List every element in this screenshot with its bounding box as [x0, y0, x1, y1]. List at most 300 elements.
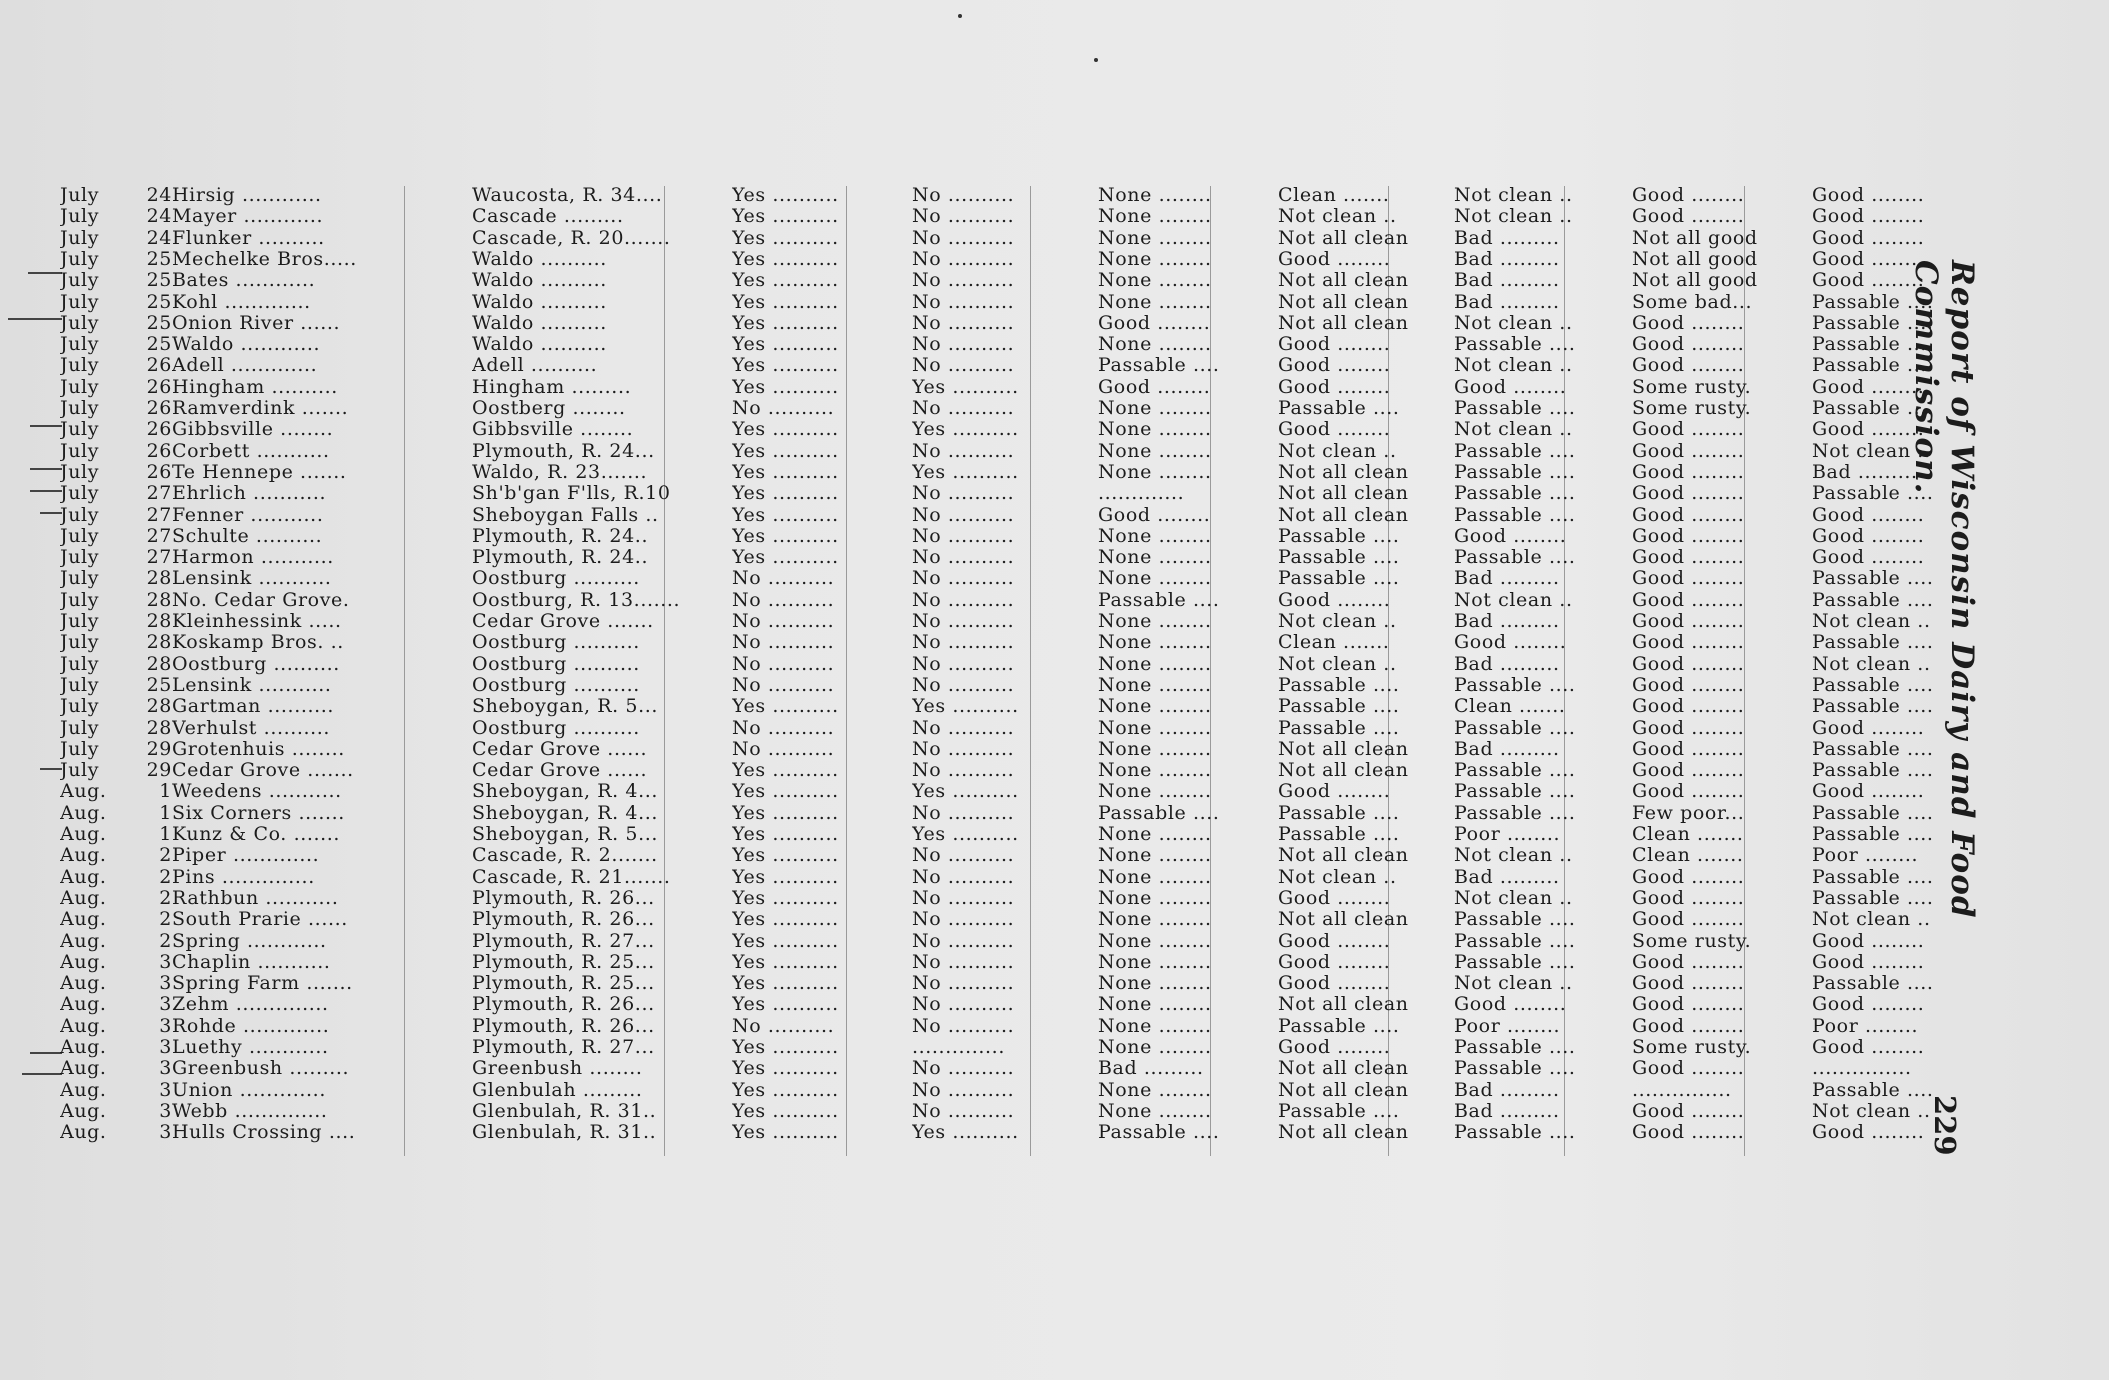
location-cell: Cedar Grove .......	[472, 610, 654, 632]
table-row	[60, 312, 1934, 334]
col-d-cell: Good ........	[1278, 376, 1391, 398]
day-cell: 26	[146, 376, 172, 398]
col-d-cell: Clean .......	[1278, 184, 1390, 206]
day-cell: 25	[146, 312, 172, 334]
location-cell: Gibbsville ........	[472, 418, 634, 440]
col-e-cell: Passable ....	[1454, 1121, 1576, 1143]
col-a-cell: Yes ..........	[732, 354, 839, 376]
col-d-cell: Not all clean	[1278, 1057, 1409, 1079]
col-c-cell: None ........	[1098, 291, 1212, 313]
col-c-cell: None ........	[1098, 695, 1212, 717]
col-e-cell: Good ........	[1454, 993, 1567, 1015]
station-name-cell: Spring Farm .......	[172, 972, 353, 994]
col-a-cell: Yes ..........	[732, 951, 839, 973]
col-e-cell: Poor ........	[1454, 823, 1561, 845]
month-cell: Aug.	[60, 887, 107, 909]
col-b-cell: No ..........	[912, 802, 1015, 824]
month-cell: Aug.	[60, 951, 107, 973]
col-g-cell: Passable ....	[1812, 972, 1934, 994]
col-b-cell: Yes ..........	[912, 1121, 1019, 1143]
margin-mark	[30, 490, 62, 492]
col-a-cell: Yes ..........	[732, 312, 839, 334]
col-f-cell: Good ........	[1632, 205, 1745, 227]
day-cell: 3	[159, 1079, 172, 1101]
col-b-cell: No ..........	[912, 759, 1015, 781]
col-f-cell: Good ........	[1632, 972, 1745, 994]
col-a-cell: No ..........	[732, 738, 835, 760]
col-e-cell: Bad .........	[1454, 653, 1560, 675]
col-e-cell: Bad .........	[1454, 567, 1560, 589]
col-d-cell: Not all clean	[1278, 908, 1409, 930]
month-cell: July	[60, 269, 100, 291]
col-e-cell: Passable ....	[1454, 951, 1576, 973]
col-e-cell: Passable ....	[1454, 717, 1576, 739]
col-a-cell: Yes ..........	[732, 482, 839, 504]
month-cell: Aug.	[60, 1015, 107, 1037]
col-g-cell: Good ........	[1812, 930, 1925, 952]
table-row	[60, 227, 1925, 249]
col-g-cell: Good ........	[1812, 504, 1925, 526]
month-cell: July	[60, 333, 100, 355]
col-a-cell: Yes ..........	[732, 546, 839, 568]
day-cell: 27	[146, 504, 172, 526]
col-d-cell: Not all clean	[1278, 482, 1409, 504]
col-f-cell: Good ........	[1632, 717, 1745, 739]
col-g-cell: Good ........	[1812, 184, 1925, 206]
month-cell: Aug.	[60, 802, 107, 824]
day-cell: 3	[159, 972, 172, 994]
day-cell: 24	[146, 205, 172, 227]
col-g-cell: Good ........	[1812, 525, 1925, 547]
col-b-cell: No ..........	[912, 333, 1015, 355]
station-name-cell: Waldo ............	[172, 333, 321, 355]
col-e-cell: Bad .........	[1454, 248, 1560, 270]
col-e-cell: Good ........	[1454, 525, 1567, 547]
station-name-cell: Rathbun ...........	[172, 887, 339, 909]
col-e-cell: Poor ........	[1454, 1015, 1561, 1037]
col-g-cell: Passable ....	[1812, 1079, 1934, 1101]
col-e-cell: Not clean ..	[1454, 418, 1573, 440]
station-name-cell: Hulls Crossing ....	[172, 1121, 356, 1143]
margin-mark	[30, 468, 62, 470]
table-row	[60, 354, 1934, 376]
location-cell: Plymouth, R. 26...	[472, 993, 655, 1015]
col-a-cell: Yes ..........	[732, 248, 839, 270]
table-row	[60, 610, 1931, 632]
col-c-cell: None ........	[1098, 972, 1212, 994]
day-cell: 25	[146, 333, 172, 355]
day-cell: 3	[159, 1036, 172, 1058]
day-cell: 3	[159, 1121, 172, 1143]
day-cell: 1	[159, 780, 172, 802]
col-c-cell: None ........	[1098, 951, 1212, 973]
col-g-cell: Not clean ..	[1812, 653, 1931, 675]
day-cell: 25	[146, 674, 172, 696]
location-cell: Waldo ..........	[472, 333, 607, 355]
day-cell: 3	[159, 951, 172, 973]
col-b-cell: No ..........	[912, 567, 1015, 589]
col-f-cell: Good ........	[1632, 993, 1745, 1015]
table-row	[60, 717, 1925, 739]
col-e-cell: Not clean ..	[1454, 887, 1573, 909]
col-g-cell: ...............	[1812, 1057, 1912, 1079]
col-d-cell: Passable ....	[1278, 1100, 1400, 1122]
location-cell: Sh'b'gan F'lls, R.10	[472, 482, 671, 504]
station-name-cell: Flunker ..........	[172, 227, 325, 249]
col-d-cell: Clean .......	[1278, 631, 1390, 653]
col-b-cell: No ..........	[912, 504, 1015, 526]
station-name-cell: Fenner ...........	[172, 504, 324, 526]
day-cell: 26	[146, 440, 172, 462]
col-c-cell: None ........	[1098, 780, 1212, 802]
col-b-cell: No ..........	[912, 291, 1015, 313]
month-cell: Aug.	[60, 866, 107, 888]
month-cell: Aug.	[60, 780, 107, 802]
location-cell: Oostburg ..........	[472, 717, 640, 739]
col-a-cell: Yes ..........	[732, 525, 839, 547]
col-a-cell: Yes ..........	[732, 1057, 839, 1079]
col-f-cell: Good ........	[1632, 1015, 1745, 1037]
col-d-cell: Not all clean	[1278, 504, 1409, 526]
month-cell: Aug.	[60, 908, 107, 930]
location-cell: Oostburg, R. 13.......	[472, 589, 681, 611]
col-d-cell: Not all clean	[1278, 993, 1409, 1015]
station-name-cell: Chaplin ...........	[172, 951, 331, 973]
col-g-cell: Poor ........	[1812, 1015, 1919, 1037]
station-name-cell: Ehrlich ...........	[172, 482, 327, 504]
day-cell: 28	[146, 695, 172, 717]
station-name-cell: Six Corners .......	[172, 802, 345, 824]
col-b-cell: No ..........	[912, 653, 1015, 675]
col-a-cell: Yes ..........	[732, 823, 839, 845]
month-cell: Aug.	[60, 1036, 107, 1058]
col-b-cell: No ..........	[912, 546, 1015, 568]
col-b-cell: Yes ..........	[912, 376, 1019, 398]
station-name-cell: Hirsig ............	[172, 184, 322, 206]
day-cell: 28	[146, 653, 172, 675]
col-f-cell: Good ........	[1632, 184, 1745, 206]
col-f-cell: Good ........	[1632, 333, 1745, 355]
col-g-cell: Passable ....	[1812, 312, 1934, 334]
location-cell: Cedar Grove ......	[472, 738, 648, 760]
col-g-cell: Passable ....	[1812, 397, 1934, 419]
col-d-cell: Passable ....	[1278, 525, 1400, 547]
table-row	[60, 993, 1925, 1015]
col-e-cell: Good ........	[1454, 376, 1567, 398]
col-a-cell: Yes ..........	[732, 866, 839, 888]
col-g-cell: Passable ....	[1812, 674, 1934, 696]
col-g-cell: Poor ........	[1812, 844, 1919, 866]
col-b-cell: No ..........	[912, 184, 1015, 206]
table-row	[60, 1015, 1920, 1036]
month-cell: Aug.	[60, 1079, 107, 1101]
col-d-cell: Passable ....	[1278, 397, 1400, 419]
col-c-cell: None ........	[1098, 397, 1212, 419]
col-b-cell: No ..........	[912, 866, 1015, 888]
location-cell: Sheboygan, R. 5...	[472, 695, 659, 717]
col-c-cell: None ........	[1098, 248, 1212, 270]
col-b-cell: No ..........	[912, 397, 1015, 419]
col-e-cell: Clean .......	[1454, 695, 1566, 717]
station-name-cell: Adell .............	[172, 354, 318, 376]
col-f-cell: Good ........	[1632, 1100, 1745, 1122]
col-g-cell: Good ........	[1812, 993, 1925, 1015]
col-f-cell: Some rusty.	[1632, 397, 1752, 419]
col-e-cell: Passable ....	[1454, 1036, 1576, 1058]
col-f-cell: Good ........	[1632, 312, 1745, 334]
day-cell: 27	[146, 482, 172, 504]
table-row	[60, 461, 1920, 482]
col-g-cell: Good ........	[1812, 780, 1925, 802]
station-name-cell: Onion River ......	[172, 312, 341, 334]
col-d-cell: Passable ....	[1278, 567, 1400, 589]
col-e-cell: Passable ....	[1454, 397, 1576, 419]
day-cell: 2	[159, 866, 172, 888]
table-row	[60, 440, 1931, 462]
dust-speck	[1094, 58, 1098, 62]
col-f-cell: Good ........	[1632, 1057, 1745, 1079]
table-row	[60, 567, 1934, 589]
station-name-cell: Lensink ...........	[172, 674, 332, 696]
station-name-cell: Gibbsville ........	[172, 418, 334, 440]
col-g-cell: Passable ....	[1812, 589, 1934, 611]
location-cell: Sheboygan, R. 4...	[472, 780, 659, 802]
col-c-cell: None ........	[1098, 1100, 1212, 1122]
col-g-cell: Passable ....	[1812, 823, 1934, 845]
day-cell: 28	[146, 717, 172, 739]
location-cell: Waucosta, R. 34....	[472, 184, 663, 206]
station-name-cell: Oostburg ..........	[172, 653, 340, 675]
month-cell: July	[60, 461, 100, 483]
col-c-cell: None ........	[1098, 184, 1212, 206]
table-row	[60, 546, 1925, 568]
location-cell: Oostburg ..........	[472, 674, 640, 696]
col-a-cell: Yes ..........	[732, 930, 839, 952]
col-a-cell: Yes ..........	[732, 844, 839, 866]
station-name-cell: Koskamp Bros. ..	[172, 631, 344, 653]
col-a-cell: No ..........	[732, 674, 835, 696]
location-cell: Cascade, R. 2.......	[472, 844, 658, 866]
col-d-cell: Good ........	[1278, 887, 1391, 909]
location-cell: Plymouth, R. 26...	[472, 887, 655, 909]
col-a-cell: Yes ..........	[732, 205, 839, 227]
month-cell: July	[60, 738, 100, 760]
col-a-cell: Yes ..........	[732, 759, 839, 781]
col-b-cell: No ..........	[912, 908, 1015, 930]
station-name-cell: Bates ............	[172, 269, 316, 291]
col-c-cell: None ........	[1098, 759, 1212, 781]
day-cell: 28	[146, 610, 172, 632]
col-f-cell: Good ........	[1632, 567, 1745, 589]
station-name-cell: Kohl .............	[172, 291, 311, 313]
station-name-cell: Grotenhuis ........	[172, 738, 345, 760]
col-c-cell: Bad .........	[1098, 1057, 1204, 1079]
col-g-cell: Good ........	[1812, 1121, 1925, 1143]
col-b-cell: ..............	[912, 1036, 1005, 1058]
station-name-cell: Webb ..............	[172, 1100, 328, 1122]
col-e-cell: Not clean ..	[1454, 354, 1573, 376]
location-cell: Plymouth, R. 24..	[472, 546, 649, 568]
col-b-cell: No ..........	[912, 525, 1015, 547]
col-f-cell: Good ........	[1632, 631, 1745, 653]
month-cell: July	[60, 482, 100, 504]
location-cell: Hingham .........	[472, 376, 632, 398]
col-a-cell: No ..........	[732, 631, 835, 653]
col-f-cell: Good ........	[1632, 759, 1745, 781]
month-cell: Aug.	[60, 823, 107, 845]
col-d-cell: Passable ....	[1278, 717, 1400, 739]
station-name-cell: Pins ..............	[172, 866, 315, 888]
col-b-cell: Yes ..........	[912, 461, 1019, 483]
location-cell: Plymouth, R. 24...	[472, 440, 655, 462]
col-g-cell: Not clean ..	[1812, 1100, 1931, 1122]
col-a-cell: Yes ..........	[732, 440, 839, 462]
col-b-cell: No ..........	[912, 951, 1015, 973]
station-name-cell: Mayer ............	[172, 205, 324, 227]
month-cell: Aug.	[60, 1057, 107, 1079]
col-d-cell: Good ........	[1278, 418, 1391, 440]
margin-mark	[8, 318, 62, 320]
col-e-cell: Not clean ..	[1454, 184, 1573, 206]
col-c-cell: Passable ....	[1098, 589, 1220, 611]
station-name-cell: Union .............	[172, 1079, 326, 1101]
col-a-cell: Yes ..........	[732, 269, 839, 291]
col-a-cell: No ..........	[732, 589, 835, 611]
day-cell: 29	[146, 738, 172, 760]
col-g-cell: Passable ....	[1812, 759, 1934, 781]
table-row	[60, 1100, 1931, 1122]
day-cell: 1	[159, 802, 172, 824]
col-b-cell: No ..........	[912, 227, 1015, 249]
col-a-cell: No ..........	[732, 610, 835, 632]
month-cell: July	[60, 397, 100, 419]
col-f-cell: Good ........	[1632, 589, 1745, 611]
location-cell: Adell ..........	[472, 354, 598, 376]
col-b-cell: No ..........	[912, 482, 1015, 504]
col-e-cell: Bad .........	[1454, 291, 1560, 313]
table-row	[60, 844, 1920, 865]
col-a-cell: Yes ..........	[732, 333, 839, 355]
margin-mark	[40, 768, 62, 770]
month-cell: July	[60, 653, 100, 675]
col-e-cell: Bad .........	[1454, 866, 1560, 888]
location-cell: Waldo ..........	[472, 248, 607, 270]
col-g-cell: Good ........	[1812, 546, 1925, 568]
dust-speck	[958, 14, 962, 18]
station-name-cell: Hingham ..........	[172, 376, 338, 398]
location-cell: Glenbulah, R. 31..	[472, 1100, 657, 1122]
col-g-cell: Good ........	[1812, 717, 1925, 739]
col-e-cell: Bad .........	[1454, 738, 1560, 760]
col-a-cell: Yes ..........	[732, 993, 839, 1015]
station-name-cell: Spring ............	[172, 930, 327, 952]
col-a-cell: Yes ..........	[732, 376, 839, 398]
col-a-cell: Yes ..........	[732, 184, 839, 206]
month-cell: July	[60, 759, 100, 781]
col-b-cell: No ..........	[912, 248, 1015, 270]
col-b-cell: No ..........	[912, 1079, 1015, 1101]
station-name-cell: Ramverdink .......	[172, 397, 349, 419]
table-row	[60, 376, 1925, 398]
col-d-cell: Passable ....	[1278, 1015, 1400, 1037]
col-c-cell: Good ........	[1098, 376, 1211, 398]
table-row	[60, 333, 1934, 355]
col-c-cell: None ........	[1098, 993, 1212, 1015]
col-f-cell: Good ........	[1632, 610, 1745, 632]
col-c-cell: None ........	[1098, 738, 1212, 760]
table-row	[60, 887, 1934, 909]
col-b-cell: No ..........	[912, 1057, 1015, 1079]
table-row	[60, 951, 1925, 973]
table-row	[60, 759, 1934, 781]
col-b-cell: No ..........	[912, 269, 1015, 291]
col-e-cell: Passable ....	[1454, 802, 1576, 824]
day-cell: 3	[159, 1015, 172, 1037]
station-name-cell: Te Hennepe .......	[172, 461, 347, 483]
month-cell: Aug.	[60, 972, 107, 994]
col-f-cell: Not all good	[1632, 227, 1758, 249]
col-d-cell: Passable ....	[1278, 546, 1400, 568]
table-row	[60, 482, 1934, 504]
station-name-cell: South Prarie ......	[172, 908, 348, 930]
col-f-cell: Good ........	[1632, 887, 1745, 909]
col-f-cell: Good ........	[1632, 482, 1745, 504]
location-cell: Oostburg ..........	[472, 653, 640, 675]
col-b-cell: No ..........	[912, 674, 1015, 696]
col-b-cell: Yes ..........	[912, 780, 1019, 802]
col-c-cell: None ........	[1098, 844, 1212, 866]
location-cell: Glenbulah .........	[472, 1079, 643, 1101]
col-g-cell: Not clean ..	[1812, 908, 1931, 930]
station-name-cell: No. Cedar Grove.	[172, 589, 350, 611]
col-e-cell: Bad .........	[1454, 1100, 1560, 1122]
col-a-cell: Yes ..........	[732, 887, 839, 909]
col-d-cell: Good ........	[1278, 951, 1391, 973]
location-cell: Waldo ..........	[472, 269, 607, 291]
col-c-cell: None ........	[1098, 333, 1212, 355]
col-b-cell: No ..........	[912, 930, 1015, 952]
col-e-cell: Passable ....	[1454, 482, 1576, 504]
month-cell: July	[60, 589, 100, 611]
table-row	[60, 631, 1934, 653]
month-cell: Aug.	[60, 1100, 107, 1122]
col-b-cell: No ..........	[912, 887, 1015, 909]
station-name-cell: Verhulst ..........	[172, 717, 331, 739]
location-cell: Glenbulah, R. 31..	[472, 1121, 657, 1143]
col-a-cell: Yes ..........	[732, 291, 839, 313]
month-cell: July	[60, 248, 100, 270]
margin-mark	[22, 1073, 62, 1075]
col-e-cell: Good ........	[1454, 631, 1567, 653]
col-b-cell: No ..........	[912, 844, 1015, 866]
col-f-cell: Good ........	[1632, 674, 1745, 696]
location-cell: Sheboygan, R. 4...	[472, 802, 659, 824]
col-c-cell: Passable ....	[1098, 802, 1220, 824]
col-d-cell: Not clean ..	[1278, 440, 1397, 462]
col-c-cell: Passable ....	[1098, 1121, 1220, 1143]
col-c-cell: None ........	[1098, 525, 1212, 547]
day-cell: 27	[146, 546, 172, 568]
col-d-cell: Not clean ..	[1278, 866, 1397, 888]
table-row	[60, 418, 1925, 440]
col-b-cell: No ..........	[912, 631, 1015, 653]
col-b-cell: No ..........	[912, 610, 1015, 632]
col-g-cell: Passable ....	[1812, 333, 1934, 355]
month-cell: July	[60, 610, 100, 632]
month-cell: July	[60, 525, 100, 547]
table-row	[60, 397, 1934, 419]
station-name-cell: Harmon ...........	[172, 546, 334, 568]
